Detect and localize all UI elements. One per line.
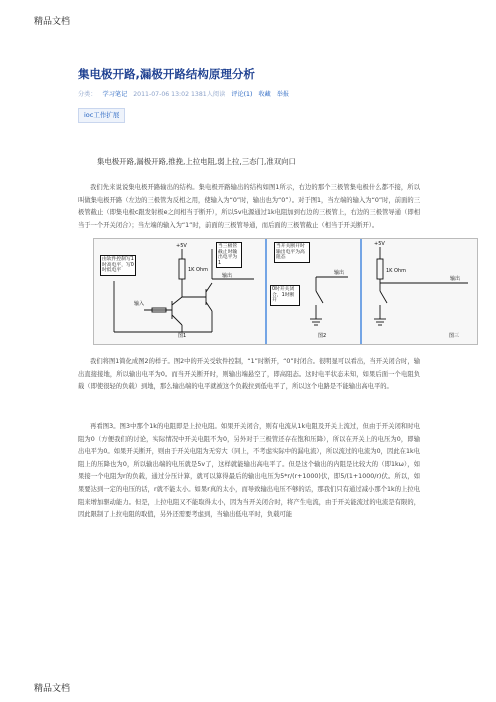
comments-link[interactable]: 评论(1) <box>231 91 253 98</box>
page-footer-text: 精品文档 <box>34 684 71 694</box>
paragraph-2: 我们将图1简化成图2的样子。图2中的开关受软件控制，“1”时断开，“0”时闭合。很明显可以看出，当开关闭合时，输出直接接地，所以输出电平为0。而当开关断开时，则输出端悬空了，即高阻态。这时电平状态未知，如果后面一个电阻负载（即使很轻的负载）到地，那么输出端的电平就被这个负载拉到低电平了，所以这个电路是不能输出高电平的。 <box>78 358 420 391</box>
post-date-views: 2011-07-06 13:02 1381人阅读 <box>133 91 226 98</box>
fig3-resistor: 1K Ohm <box>386 268 407 274</box>
figure-3-circuit <box>374 247 468 325</box>
fig1-vcc: +5V <box>176 243 187 249</box>
fig1-resistor: 1K Ohm <box>188 267 209 273</box>
fig2-caption: 图2 <box>318 333 327 339</box>
circuit-figure <box>93 238 478 345</box>
fig3-output-label: 输出 <box>450 276 461 282</box>
fig3-vcc: +5V <box>374 241 385 247</box>
fig2-note-top: 当开关断开时输出电平为高阻态 <box>274 242 310 263</box>
article-meta <box>78 89 293 98</box>
fig1-output-label: 输出 <box>222 273 233 279</box>
paragraph-1: 我们先来说说集电极开路输出的结构。集电极开路输出的结构如图1所示，右边的那个三极管集电极什么都不接，所以叫做集电极开路（左边的三极管为反相之用，使输入为“0”时，输出也为“0”）。对于图1，当左端的输入为“0”时，前面的三极管截止（即集电极c跟发射极e之间相当于断开），所以5v电源通过1k电阻加到右边的三极管上，右边的三极管导通（即相当于一个开关闭合）；当左端的输入为“1”时，前面的三极管导通，而后面的三极管截止（相当于开关断开）。 <box>78 184 420 229</box>
article-subtitle: 集电极开路,漏极开路,推挽,上拉电阻,弱上拉,三态门,准双向口 <box>97 157 296 166</box>
report-link[interactable]: 举报 <box>276 91 290 98</box>
category-label: 分类： <box>78 91 97 98</box>
fig1-input-label: 输入 <box>134 301 145 307</box>
fig2-output-label: 输出 <box>334 270 345 276</box>
article-tag[interactable]: ioc工作扩展 <box>78 108 125 123</box>
paragraph-3: 再看图3。图3中那个1k的电阻即是上拉电阻。如果开关闭合，则有电流从1k电阻及开关上流过，但由于开关闭和时电阻为0（方便我们的讨论，实际情况中开关电阻不为0，另外对于三极管还存在饱和压降），所以在开关上的电压为0，即输出电平为0。如果开关断开，则由于开关电阻为无穷大（同上，不考虑实际中的漏电流），所以流过的电流为0，因此在1k电阻上的压降也为0，所以输出端的电压就是5v了，这样就能输出高电平了。但是这个输出的内阻是比较大的（即1kω），如果接一个电阻为r的负载，通过分压计算，就可以算得最后的输出电压为5*r/(r+1000)伏，即5/(1+1000/r)伏。所以，如果要达到一定的电压的话，r就不能太小。如果r真的太小，而导致输出电压不够的话，那我们只有通过减小那个1k的上拉电阻来增加驱动能力。但是，上拉电阻又不能取得太小，因为当开关闭合时，将产生电流，由于开关能流过的电流是有限的，因此限制了上拉电阻的取值，另外还需要考虑到，当输出低电平时，负载可能 <box>78 423 420 519</box>
collect-link[interactable]: 收藏 <box>258 91 271 98</box>
fig1-note-top: 当三极管截止时输出电平为1 <box>216 242 242 268</box>
fig3-caption: 图三 <box>449 333 460 339</box>
fig1-caption: 图1 <box>178 333 187 339</box>
article-title: 集电极开路,漏极开路结构原理分析 <box>78 67 255 81</box>
page-header-text: 精品文档 <box>34 17 71 27</box>
fig2-note-left: 0时开关闭合，1时断开 <box>270 285 300 306</box>
figure-2-circuit <box>310 277 348 325</box>
fig1-note-left: 由软件控制写1时高电平，写0时低电平 <box>100 255 136 276</box>
category-link[interactable]: 学习笔记 <box>102 91 128 98</box>
